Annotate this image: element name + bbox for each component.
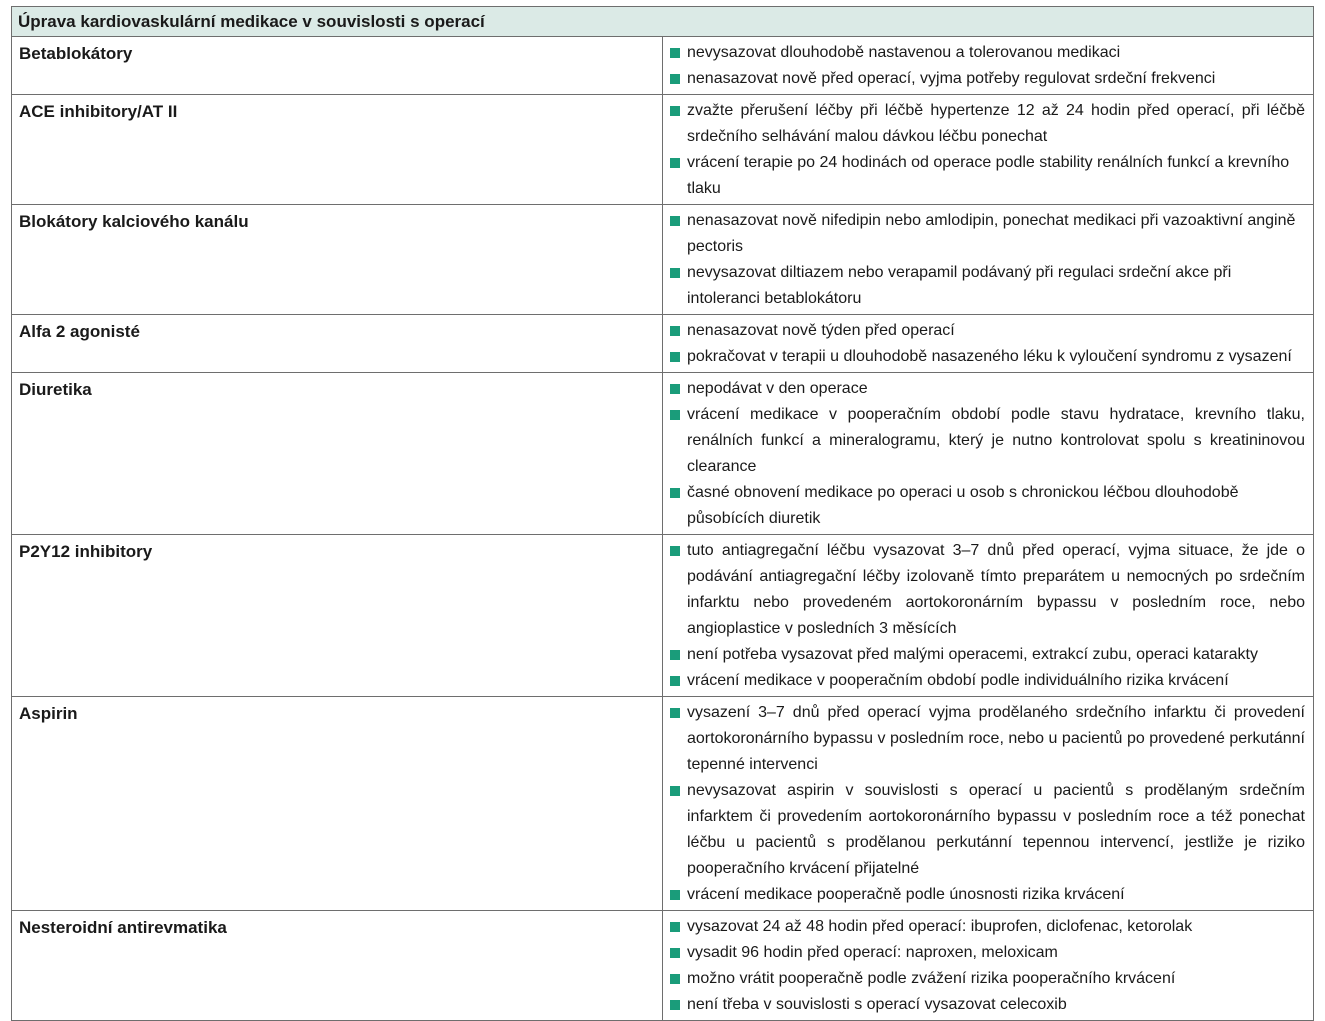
list-item bbox=[670, 344, 1305, 370]
list-item bbox=[670, 940, 1305, 966]
table-row bbox=[12, 697, 1314, 911]
table-row bbox=[12, 315, 1314, 373]
square-bullet-icon bbox=[670, 974, 680, 984]
recommendations-cell bbox=[663, 373, 1314, 535]
table-title: Úprava kardiovaskulární medikace v souvislosti s operací bbox=[12, 7, 1314, 37]
list-item bbox=[670, 966, 1305, 992]
list-item-text: časné obnovení medikace po operaci u osob s chronickou léčbou dlouhodobě působících diuretik bbox=[687, 484, 1239, 527]
square-bullet-icon bbox=[670, 546, 680, 556]
drug-class-name: Diuretika bbox=[12, 373, 663, 535]
drug-class-name: Blokátory kalciového kanálu bbox=[12, 205, 663, 315]
list-item bbox=[670, 778, 1305, 882]
list-item-text: vrácení medikace v pooperačním období podle individuálního rizika krvácení bbox=[687, 672, 1229, 689]
table-row bbox=[12, 37, 1314, 95]
list-item-text: nevysazovat aspirin v souvislosti s operací u pacientů s prodělaným srdečním infarktem či provedením aortokoronárního bypassu v posledním roce a též ponechat léčbu u pacientů s prodělanou perkutánní tepennou intervencí, jestliže je riziko pooperačního krvácení přijatelné bbox=[687, 782, 1305, 877]
list-item bbox=[670, 208, 1305, 260]
square-bullet-icon bbox=[670, 890, 680, 900]
list-item bbox=[670, 260, 1305, 312]
drug-class-name: Betablokátory bbox=[12, 37, 663, 95]
square-bullet-icon bbox=[670, 106, 680, 116]
list-item-text: nevysazovat dlouhodobě nastavenou a tolerovanou medikaci bbox=[687, 44, 1121, 61]
list-item-text: nepodávat v den operace bbox=[687, 380, 868, 397]
square-bullet-icon bbox=[670, 74, 680, 84]
list-item-text: nenasazovat nově nifedipin nebo amlodipin, ponechat medikaci při vazoaktivní angině pectoris bbox=[687, 212, 1296, 255]
square-bullet-icon bbox=[670, 410, 680, 420]
square-bullet-icon bbox=[670, 650, 680, 660]
square-bullet-icon bbox=[670, 676, 680, 686]
list-item-text: možno vrátit pooperačně podle zvážení rizika pooperačního krvácení bbox=[687, 970, 1176, 987]
list-item bbox=[670, 914, 1305, 940]
recommendations-cell bbox=[663, 95, 1314, 205]
list-item bbox=[670, 992, 1305, 1018]
square-bullet-icon bbox=[670, 488, 680, 498]
list-item-text: není třeba v souvislosti s operací vysazovat celecoxib bbox=[687, 996, 1067, 1013]
table-row bbox=[12, 535, 1314, 697]
list-item bbox=[670, 480, 1305, 532]
square-bullet-icon bbox=[670, 268, 680, 278]
table-row bbox=[12, 911, 1314, 1021]
recommendations-cell bbox=[663, 535, 1314, 697]
list-item-text: vrácení medikace v pooperačním období podle stavu hydratace, krevního tlaku, renálních funkcí a mineralogramu, který je nutno kontrolovat spolu s kreatininovou clearance bbox=[687, 406, 1305, 475]
list-item bbox=[670, 376, 1305, 402]
list-item bbox=[670, 700, 1305, 778]
recommendations-cell bbox=[663, 315, 1314, 373]
square-bullet-icon bbox=[670, 384, 680, 394]
list-item bbox=[670, 642, 1305, 668]
drug-class-name: Aspirin bbox=[12, 697, 663, 911]
list-item bbox=[670, 402, 1305, 480]
recommendations-cell bbox=[663, 911, 1314, 1021]
square-bullet-icon bbox=[670, 326, 680, 336]
list-item bbox=[670, 318, 1305, 344]
recommendations-cell bbox=[663, 697, 1314, 911]
list-item bbox=[670, 668, 1305, 694]
recommendations-cell bbox=[663, 205, 1314, 315]
list-item-text: nenasazovat nově před operací, vyjma potřeby regulovat srdeční frekvenci bbox=[687, 70, 1216, 87]
list-item-text: není potřeba vysazovat před malými operacemi, extrakcí zubu, operaci katarakty bbox=[687, 646, 1258, 663]
list-item-text: zvažte přerušení léčby při léčbě hypertenze 12 až 24 hodin před operací, při léčbě srdečního selhávání malou dávkou léčbu ponechat bbox=[687, 102, 1305, 145]
list-item-text: nevysazovat diltiazem nebo verapamil podávaný při regulaci srdeční akce při intoleranci betablokátoru bbox=[687, 264, 1232, 307]
list-item-text: vysazení 3–7 dnů před operací vyjma prodělaného srdečního infarktu či provedení aortokoronárního bypassu v posledním roce, nebo u pacientů po provedené perkutánní tepenné intervenci bbox=[687, 704, 1305, 773]
square-bullet-icon bbox=[670, 352, 680, 362]
table-row bbox=[12, 205, 1314, 315]
list-item-text: vysazovat 24 až 48 hodin před operací: ibuprofen, diclofenac, ketorolak bbox=[687, 918, 1193, 935]
medication-table bbox=[11, 6, 1314, 1021]
square-bullet-icon bbox=[670, 216, 680, 226]
square-bullet-icon bbox=[670, 708, 680, 718]
list-item bbox=[670, 98, 1305, 150]
recommendations-cell bbox=[663, 37, 1314, 95]
list-item bbox=[670, 150, 1305, 202]
square-bullet-icon bbox=[670, 158, 680, 168]
list-item-text: vrácení terapie po 24 hodinách od operace podle stability renálních funkcí a krevního tlaku bbox=[687, 154, 1290, 197]
square-bullet-icon bbox=[670, 1000, 680, 1010]
list-item bbox=[670, 66, 1305, 92]
table-row bbox=[12, 95, 1314, 205]
table-title-row bbox=[12, 7, 1314, 37]
list-item bbox=[670, 882, 1305, 908]
list-item-text: pokračovat v terapii u dlouhodobě nasazeného léku k vyloučení syndromu z vysazení bbox=[687, 348, 1292, 365]
list-item-text: tuto antiagregační léčbu vysazovat 3–7 dnů před operací, vyjma situace, že jde o podávání antiagregační léčby izolovaně tímto preparátem u nemocných po srdečním infarktu nebo provedeném aortokoronárním bypassu v posledním roce, nebo angioplastice v posledních 3 měsících bbox=[687, 542, 1305, 637]
drug-class-name: ACE inhibitory/AT II bbox=[12, 95, 663, 205]
list-item-text: vysadit 96 hodin před operací: naproxen, meloxicam bbox=[687, 944, 1058, 961]
square-bullet-icon bbox=[670, 948, 680, 958]
list-item-text: vrácení medikace pooperačně podle únosnosti rizika krvácení bbox=[687, 886, 1125, 903]
drug-class-name: P2Y12 inhibitory bbox=[12, 535, 663, 697]
list-item-text: nenasazovat nově týden před operací bbox=[687, 322, 955, 339]
square-bullet-icon bbox=[670, 922, 680, 932]
drug-class-name: Alfa 2 agonisté bbox=[12, 315, 663, 373]
drug-class-name: Nesteroidní antirevmatika bbox=[12, 911, 663, 1021]
list-item bbox=[670, 538, 1305, 642]
square-bullet-icon bbox=[670, 786, 680, 796]
list-item bbox=[670, 40, 1305, 66]
table-row bbox=[12, 373, 1314, 535]
square-bullet-icon bbox=[670, 48, 680, 58]
